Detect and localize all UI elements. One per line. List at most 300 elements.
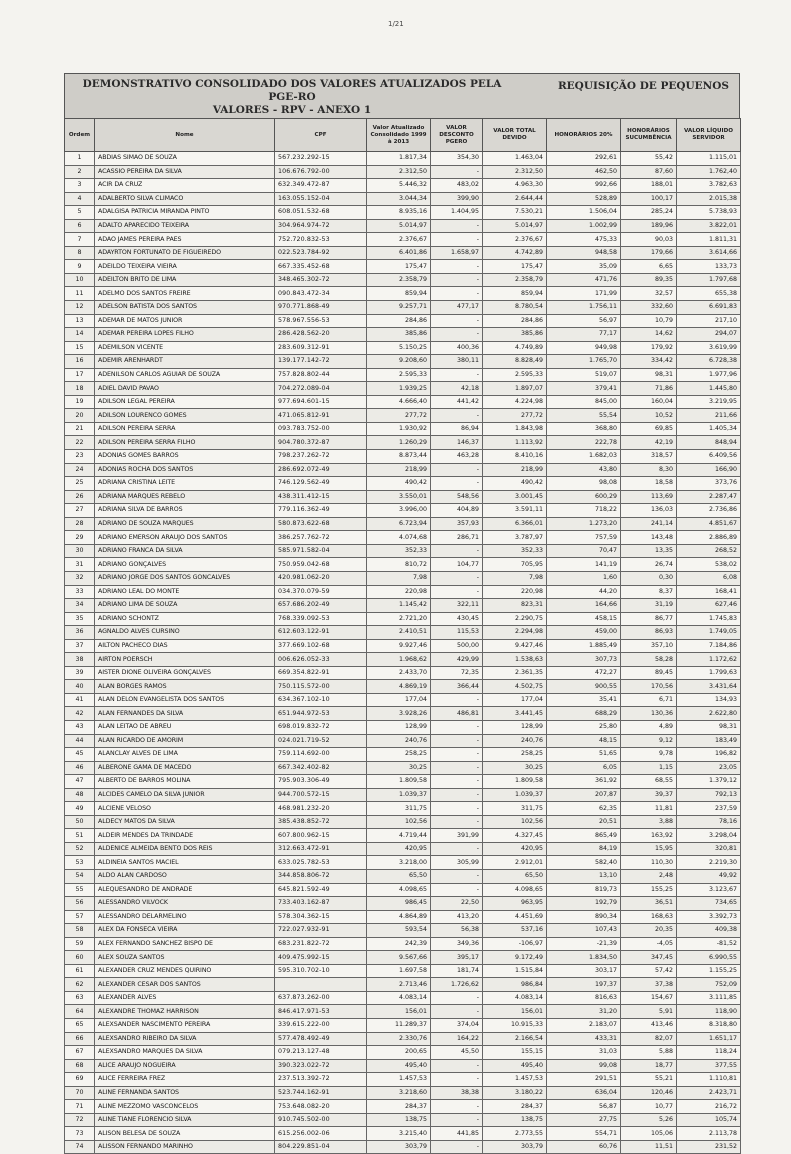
cell-valor-total: 4.083,14: [483, 991, 547, 1005]
cell-valor-desconto: -: [431, 842, 483, 856]
cell-valor-desconto: 486,81: [431, 707, 483, 721]
cell-cpf: 577.478.492-49: [275, 1032, 367, 1046]
cell-cpf: 977.694.601-15: [275, 395, 367, 409]
cell-valor-liquido: 3.298,04: [677, 829, 741, 843]
cell-valor-desconto: -: [431, 1100, 483, 1114]
cell-valor-atualizado: 4.869,19: [367, 680, 431, 694]
table-row: [65, 192, 741, 206]
table-row: [65, 1005, 741, 1019]
cell-honorarios-sucumbencia: 10,77: [621, 1100, 677, 1114]
cell-valor-desconto: 305,99: [431, 856, 483, 870]
cell-valor-desconto: 399,90: [431, 192, 483, 206]
cell-valor-total: 2.912,01: [483, 856, 547, 870]
table-row: [65, 368, 741, 382]
cell-valor-desconto: 463,28: [431, 450, 483, 464]
cell-valor-atualizado: 3.218,60: [367, 1086, 431, 1100]
cell-valor-atualizado: 4.864,89: [367, 910, 431, 924]
cell-ordem: 37: [65, 639, 95, 653]
cell-honorarios-sucumbencia: -4,05: [621, 937, 677, 951]
cell-valor-liquido: 211,66: [677, 409, 741, 423]
cell-valor-atualizado: 240,76: [367, 734, 431, 748]
table-row: [65, 869, 741, 883]
cell-honorarios-20: 554,71: [547, 1127, 621, 1141]
table-row: [65, 693, 741, 707]
cell-nome: ALDEIR MENDES DA TRINDADE: [95, 829, 275, 843]
table-row: [65, 1127, 741, 1141]
cell-honorarios-20: 459,00: [547, 626, 621, 640]
cell-cpf: 420.981.062-20: [275, 571, 367, 585]
cell-honorarios-sucumbencia: 32,57: [621, 287, 677, 301]
cell-ordem: 73: [65, 1127, 95, 1141]
cell-ordem: 22: [65, 436, 95, 450]
table-row: [65, 450, 741, 464]
cell-valor-total: 1.843,98: [483, 422, 547, 436]
cell-valor-liquido: 2.736,86: [677, 504, 741, 518]
cell-valor-atualizado: 1.260,29: [367, 436, 431, 450]
cell-valor-total: 385,86: [483, 328, 547, 342]
cell-valor-liquido: 8.318,80: [677, 1019, 741, 1033]
cell-nome: ADONIAS GOMES BARROS: [95, 450, 275, 464]
cell-valor-atualizado: 156,01: [367, 1005, 431, 1019]
cell-valor-atualizado: 1.809,58: [367, 775, 431, 789]
cell-valor-total: 175,47: [483, 260, 547, 274]
cell-valor-liquido: 98,31: [677, 720, 741, 734]
cell-honorarios-20: 48,15: [547, 734, 621, 748]
cell-ordem: 12: [65, 301, 95, 315]
cell-valor-desconto: -: [431, 693, 483, 707]
cell-valor-total: 1.809,58: [483, 775, 547, 789]
cell-nome: ALDENICE ALMEIDA BENTO DOS REIS: [95, 842, 275, 856]
cell-ordem: 38: [65, 653, 95, 667]
cell-valor-liquido: 3.431,64: [677, 680, 741, 694]
cell-nome: ALDO ALAN CARDOSO: [95, 869, 275, 883]
cell-nome: ADRIANA SILVA DE BARROS: [95, 504, 275, 518]
cell-cpf: 759.114.692-00: [275, 748, 367, 762]
table-row: [65, 964, 741, 978]
cell-ordem: 23: [65, 450, 95, 464]
cell-valor-total: 823,31: [483, 599, 547, 613]
cell-cpf: 024.021.719-52: [275, 734, 367, 748]
cell-valor-liquido: 3.392,73: [677, 910, 741, 924]
cell-valor-atualizado: 2.713,46: [367, 978, 431, 992]
cell-valor-atualizado: 7,98: [367, 571, 431, 585]
cell-nome: ADELMO DOS SANTOS FREIRE: [95, 287, 275, 301]
col-header-valor-liquido: VALOR LÍQUIDO SERVIDOR: [677, 119, 741, 152]
cell-honorarios-sucumbencia: 332,60: [621, 301, 677, 315]
cell-valor-desconto: -: [431, 788, 483, 802]
cell-valor-desconto: -: [431, 219, 483, 233]
cell-valor-desconto: -: [431, 815, 483, 829]
cell-cpf: 750.115.572-00: [275, 680, 367, 694]
cell-cpf: 970.771.868-49: [275, 301, 367, 315]
report-subtitle-right: REQUISIÇÃO DE PEQUENOS: [557, 80, 729, 92]
col-header-cpf: CPF: [275, 119, 367, 152]
cell-valor-desconto: -: [431, 273, 483, 287]
cell-valor-liquido: 1.115,01: [677, 152, 741, 166]
cell-valor-atualizado: 277,72: [367, 409, 431, 423]
cell-cpf: 286.692.072-49: [275, 463, 367, 477]
cell-honorarios-sucumbencia: 8,30: [621, 463, 677, 477]
cell-valor-atualizado: 9.927,46: [367, 639, 431, 653]
cell-honorarios-sucumbencia: 1,15: [621, 761, 677, 775]
cell-cpf: 944.700.572-15: [275, 788, 367, 802]
cell-honorarios-20: 35,41: [547, 693, 621, 707]
cell-honorarios-20: 27,75: [547, 1113, 621, 1127]
cell-valor-atualizado: 4.719,44: [367, 829, 431, 843]
cell-honorarios-20: 6,05: [547, 761, 621, 775]
table-row: [65, 639, 741, 653]
cell-nome: ADRIANO DE SOUZA MARQUES: [95, 517, 275, 531]
cell-nome: ADRIANO EMERSON ARAUJO DOS SANTOS: [95, 531, 275, 545]
cell-nome: ALEXSANDRO MARQUES DA SILVA: [95, 1046, 275, 1060]
table-header-row: [65, 119, 741, 152]
cell-cpf: 698.019.832-72: [275, 720, 367, 734]
cell-honorarios-20: 141,19: [547, 558, 621, 572]
cell-nome: ABDIAS SIMAO DE SOUZA: [95, 152, 275, 166]
table-row: [65, 165, 741, 179]
cell-valor-atualizado: 8.935,16: [367, 206, 431, 220]
cell-nome: ALESSANDRO VILVOCK: [95, 897, 275, 911]
cell-cpf: 386.257.762-72: [275, 531, 367, 545]
cell-ordem: 49: [65, 802, 95, 816]
cell-valor-total: 102,56: [483, 815, 547, 829]
cell-valor-liquido: 1.651,17: [677, 1032, 741, 1046]
cell-honorarios-20: 25,80: [547, 720, 621, 734]
cell-honorarios-sucumbencia: 8,37: [621, 585, 677, 599]
cell-ordem: 33: [65, 585, 95, 599]
cell-ordem: 42: [65, 707, 95, 721]
cell-valor-desconto: -: [431, 761, 483, 775]
cell-cpf: 093.783.752-00: [275, 422, 367, 436]
table-row: [65, 761, 741, 775]
cell-valor-desconto: 441,42: [431, 395, 483, 409]
cell-ordem: 7: [65, 233, 95, 247]
cell-honorarios-20: 20,51: [547, 815, 621, 829]
cell-honorarios-20: 890,34: [547, 910, 621, 924]
cell-valor-desconto: 429,99: [431, 653, 483, 667]
cell-nome: ALCIENE VELOSO: [95, 802, 275, 816]
cell-honorarios-sucumbencia: 58,28: [621, 653, 677, 667]
table-row: [65, 558, 741, 572]
cell-valor-total: 258,25: [483, 748, 547, 762]
cell-valor-liquido: 1.762,40: [677, 165, 741, 179]
cell-nome: ALEXSANDER NASCIMENTO PEREIRA: [95, 1019, 275, 1033]
cell-honorarios-sucumbencia: 130,36: [621, 707, 677, 721]
cell-honorarios-20: 303,17: [547, 964, 621, 978]
cell-nome: ADRIANA CRISTINA LEITE: [95, 477, 275, 491]
cell-valor-atualizado: 65,50: [367, 869, 431, 883]
cell-valor-desconto: -: [431, 1059, 483, 1073]
cell-valor-desconto: 1.726,62: [431, 978, 483, 992]
cell-cpf: 163.055.152-04: [275, 192, 367, 206]
cell-honorarios-20: 1.682,03: [547, 450, 621, 464]
cell-cpf: 034.370.079-59: [275, 585, 367, 599]
cell-valor-atualizado: 3.218,00: [367, 856, 431, 870]
cell-valor-atualizado: 102,56: [367, 815, 431, 829]
cell-valor-desconto: -: [431, 233, 483, 247]
cell-valor-atualizado: 3.928,26: [367, 707, 431, 721]
cell-cpf: 578.967.556-53: [275, 314, 367, 328]
cell-valor-liquido: 78,16: [677, 815, 741, 829]
cell-cpf: 704.272.089-04: [275, 382, 367, 396]
table-row: [65, 829, 741, 843]
cell-nome: ACASSIO PEREIRA DA SILVA: [95, 165, 275, 179]
cell-valor-desconto: -: [431, 883, 483, 897]
cell-ordem: 44: [65, 734, 95, 748]
cell-valor-desconto: 146,37: [431, 436, 483, 450]
cell-valor-total: 4.098,65: [483, 883, 547, 897]
cell-valor-desconto: 354,30: [431, 152, 483, 166]
report-title: [77, 78, 507, 117]
cell-ordem: 29: [65, 531, 95, 545]
cell-valor-desconto: -: [431, 1005, 483, 1019]
cell-honorarios-sucumbencia: 36,51: [621, 897, 677, 911]
cell-valor-liquido: 168,41: [677, 585, 741, 599]
cell-valor-atualizado: 352,33: [367, 544, 431, 558]
cell-nome: ALEQUESANDRO DE ANDRADE: [95, 883, 275, 897]
cell-ordem: 43: [65, 720, 95, 734]
cell-valor-total: 420,95: [483, 842, 547, 856]
cell-nome: AGNALDO ALVES CURSINO: [95, 626, 275, 640]
cell-nome: ALESSANDRO DELARMELINO: [95, 910, 275, 924]
table-row: [65, 599, 741, 613]
cell-valor-total: 10.915,33: [483, 1019, 547, 1033]
cell-cpf: 632.349.472-87: [275, 179, 367, 193]
cell-valor-total: 963,95: [483, 897, 547, 911]
cell-valor-liquido: 196,82: [677, 748, 741, 762]
cell-nome: ALEX FERNANDO SANCHEZ BISPO DE: [95, 937, 275, 951]
cell-honorarios-sucumbencia: 2,48: [621, 869, 677, 883]
cell-honorarios-20: 458,15: [547, 612, 621, 626]
cell-valor-total: 2.358,79: [483, 273, 547, 287]
cell-honorarios-20: 77,17: [547, 328, 621, 342]
cell-valor-total: 4.963,30: [483, 179, 547, 193]
cell-nome: ALINE MEZZOMO VASCONCELOS: [95, 1100, 275, 1114]
cell-valor-total: 8.780,54: [483, 301, 547, 315]
cell-valor-atualizado: 1.039,37: [367, 788, 431, 802]
cell-honorarios-sucumbencia: 160,04: [621, 395, 677, 409]
cell-nome: ADALGISA PATRICIA MIRANDA PINTO: [95, 206, 275, 220]
table-row: [65, 246, 741, 260]
cell-valor-total: 30,25: [483, 761, 547, 775]
table-row: [65, 1140, 741, 1154]
cell-nome: ADAYRTON FORTUNATO DE FIGUEIREDO: [95, 246, 275, 260]
cell-valor-desconto: 357,93: [431, 517, 483, 531]
cell-honorarios-sucumbencia: 86,93: [621, 626, 677, 640]
cell-valor-atualizado: 1.457,53: [367, 1073, 431, 1087]
cell-honorarios-sucumbencia: 5,91: [621, 1005, 677, 1019]
cell-valor-atualizado: 3.996,00: [367, 504, 431, 518]
report-title-line1: DEMONSTRATIVO CONSOLIDADO DOS VALORES ATUALIZADOS PELA PGE-RO: [82, 78, 502, 103]
cell-valor-atualizado: 6.723,94: [367, 517, 431, 531]
cell-ordem: 48: [65, 788, 95, 802]
cell-honorarios-20: 1.002,99: [547, 219, 621, 233]
cell-ordem: 41: [65, 693, 95, 707]
table-row: [65, 152, 741, 166]
table-row: [65, 653, 741, 667]
cell-honorarios-20: 56,87: [547, 1100, 621, 1114]
table-row: [65, 815, 741, 829]
cell-cpf: 385.438.852-72: [275, 815, 367, 829]
cell-nome: ADRIANO LEAL DO MONTE: [95, 585, 275, 599]
cell-valor-atualizado: 1.930,92: [367, 422, 431, 436]
cell-nome: ALDINEIA SANTOS MACIEL: [95, 856, 275, 870]
cell-cpf: 006.626.052-33: [275, 653, 367, 667]
cell-nome: ALINE FERNANDA SANTOS: [95, 1086, 275, 1100]
cell-valor-total: 1.039,37: [483, 788, 547, 802]
cell-valor-total: 705,95: [483, 558, 547, 572]
cell-ordem: 51: [65, 829, 95, 843]
cell-valor-desconto: 477,17: [431, 301, 483, 315]
cell-ordem: 39: [65, 666, 95, 680]
cell-nome: AIRTON POERSCH: [95, 653, 275, 667]
cell-ordem: 31: [65, 558, 95, 572]
cell-honorarios-sucumbencia: 154,67: [621, 991, 677, 1005]
cell-valor-desconto: 38,38: [431, 1086, 483, 1100]
cell-valor-desconto: 181,74: [431, 964, 483, 978]
cell-ordem: 4: [65, 192, 95, 206]
cell-cpf: 339.615.222-00: [275, 1019, 367, 1033]
cell-honorarios-20: 519,07: [547, 368, 621, 382]
report-header: [64, 73, 740, 118]
table-row: [65, 206, 741, 220]
cell-cpf: 468.981.232-20: [275, 802, 367, 816]
cell-cpf: 645.821.592-49: [275, 883, 367, 897]
cell-valor-total: 177,04: [483, 693, 547, 707]
table-row: [65, 585, 741, 599]
cell-honorarios-sucumbencia: 13,35: [621, 544, 677, 558]
cell-valor-liquido: 183,49: [677, 734, 741, 748]
cell-valor-atualizado: 9.208,60: [367, 355, 431, 369]
cell-valor-liquido: 3.619,99: [677, 341, 741, 355]
cell-nome: ALICE FERREIRA FREZ: [95, 1073, 275, 1087]
table-row: [65, 544, 741, 558]
cell-nome: ADALTO APARECIDO TEIXEIRA: [95, 219, 275, 233]
cell-valor-total: 1.113,92: [483, 436, 547, 450]
cell-cpf: 804.229.851-04: [275, 1140, 367, 1154]
table-row: [65, 842, 741, 856]
cell-honorarios-20: 44,20: [547, 585, 621, 599]
cell-valor-desconto: 286,71: [431, 531, 483, 545]
cell-valor-total: 156,01: [483, 1005, 547, 1019]
cell-ordem: 17: [65, 368, 95, 382]
cell-valor-total: 1.463,04: [483, 152, 547, 166]
cell-honorarios-20: 1.885,49: [547, 639, 621, 653]
table-row: [65, 991, 741, 1005]
cell-nome: ADRIANO SCHONTZ: [95, 612, 275, 626]
cell-honorarios-20: 819,73: [547, 883, 621, 897]
cell-valor-liquido: 23,05: [677, 761, 741, 775]
cell-valor-liquido: 1.811,31: [677, 233, 741, 247]
cell-honorarios-20: 1.273,20: [547, 517, 621, 531]
cell-nome: ADEMAR PEREIRA LOPES FILHO: [95, 328, 275, 342]
cell-honorarios-20: 55,54: [547, 409, 621, 423]
col-header-valor-desconto: VALOR DESCONTO PGERO: [431, 119, 483, 152]
cell-cpf: 846.417.971-53: [275, 1005, 367, 1019]
payment-table: [64, 118, 741, 1154]
cell-nome: ALEXANDER ALVES: [95, 991, 275, 1005]
cell-nome: ADILSON PEREIRA SERRA FILHO: [95, 436, 275, 450]
cell-ordem: 10: [65, 273, 95, 287]
cell-valor-atualizado: 1.968,62: [367, 653, 431, 667]
table-row: [65, 951, 741, 965]
cell-honorarios-20: 475,33: [547, 233, 621, 247]
cell-valor-desconto: 56,38: [431, 924, 483, 938]
cell-honorarios-20: 948,58: [547, 246, 621, 260]
cell-honorarios-sucumbencia: 136,03: [621, 504, 677, 518]
cell-cpf: 750.959.042-68: [275, 558, 367, 572]
cell-honorarios-20: 43,80: [547, 463, 621, 477]
cell-cpf: 608.051.532-68: [275, 206, 367, 220]
cell-nome: ADILSON PEREIRA SERRA: [95, 422, 275, 436]
cell-honorarios-20: 192,79: [547, 897, 621, 911]
cell-honorarios-sucumbencia: 6,65: [621, 260, 677, 274]
cell-cpf: 312.663.472-91: [275, 842, 367, 856]
cell-valor-total: 2.644,44: [483, 192, 547, 206]
table-row: [65, 260, 741, 274]
cell-honorarios-sucumbencia: 5,88: [621, 1046, 677, 1060]
table-row: [65, 883, 741, 897]
cell-valor-liquido: 1.110,81: [677, 1073, 741, 1087]
cell-nome: ADILSON LOURENCO GOMES: [95, 409, 275, 423]
cell-honorarios-20: 992,66: [547, 179, 621, 193]
cell-valor-atualizado: 8.873,44: [367, 450, 431, 464]
cell-valor-liquido: 6.728,38: [677, 355, 741, 369]
cell-valor-total: 7,98: [483, 571, 547, 585]
cell-valor-desconto: -: [431, 165, 483, 179]
cell-honorarios-20: 56,97: [547, 314, 621, 328]
cell-nome: ADELSON BATISTA DOS SANTOS: [95, 301, 275, 315]
cell-nome: ADRIANO FRANCA DA SILVA: [95, 544, 275, 558]
cell-valor-atualizado: 303,79: [367, 1140, 431, 1154]
cell-nome: ADEMAR DE MATOS JUNIOR: [95, 314, 275, 328]
cell-valor-atualizado: 4.083,14: [367, 991, 431, 1005]
cell-nome: ALEX SOUZA SANTOS: [95, 951, 275, 965]
cell-honorarios-sucumbencia: 57,42: [621, 964, 677, 978]
cell-valor-desconto: 366,44: [431, 680, 483, 694]
cell-valor-desconto: -: [431, 368, 483, 382]
table-row: [65, 531, 741, 545]
cell-valor-total: 4.224,98: [483, 395, 547, 409]
cell-valor-atualizado: 490,42: [367, 477, 431, 491]
cell-valor-desconto: 42,18: [431, 382, 483, 396]
cell-ordem: 40: [65, 680, 95, 694]
cell-cpf: 667.335.452-68: [275, 260, 367, 274]
cell-honorarios-sucumbencia: 3,88: [621, 815, 677, 829]
cell-honorarios-20: 462,50: [547, 165, 621, 179]
cell-ordem: 50: [65, 815, 95, 829]
cell-honorarios-20: 99,08: [547, 1059, 621, 1073]
table-row: [65, 409, 741, 423]
cell-nome: ADIEL DAVID PAVAO: [95, 382, 275, 396]
cell-valor-liquido: 2.219,30: [677, 856, 741, 870]
cell-honorarios-20: 718,22: [547, 504, 621, 518]
page-number: 1/21: [388, 20, 404, 28]
cell-valor-liquido: 118,90: [677, 1005, 741, 1019]
cell-valor-liquido: 133,73: [677, 260, 741, 274]
cell-valor-desconto: 548,56: [431, 490, 483, 504]
table-row: [65, 490, 741, 504]
cell-honorarios-20: 845,00: [547, 395, 621, 409]
cell-valor-total: 4.502,75: [483, 680, 547, 694]
cell-honorarios-sucumbencia: 168,63: [621, 910, 677, 924]
cell-nome: ADRIANO JORGE DOS SANTOS GONCALVES: [95, 571, 275, 585]
cell-valor-desconto: 164,22: [431, 1032, 483, 1046]
table-row: [65, 802, 741, 816]
cell-valor-desconto: -: [431, 314, 483, 328]
cell-valor-atualizado: 138,75: [367, 1113, 431, 1127]
cell-valor-atualizado: 175,47: [367, 260, 431, 274]
